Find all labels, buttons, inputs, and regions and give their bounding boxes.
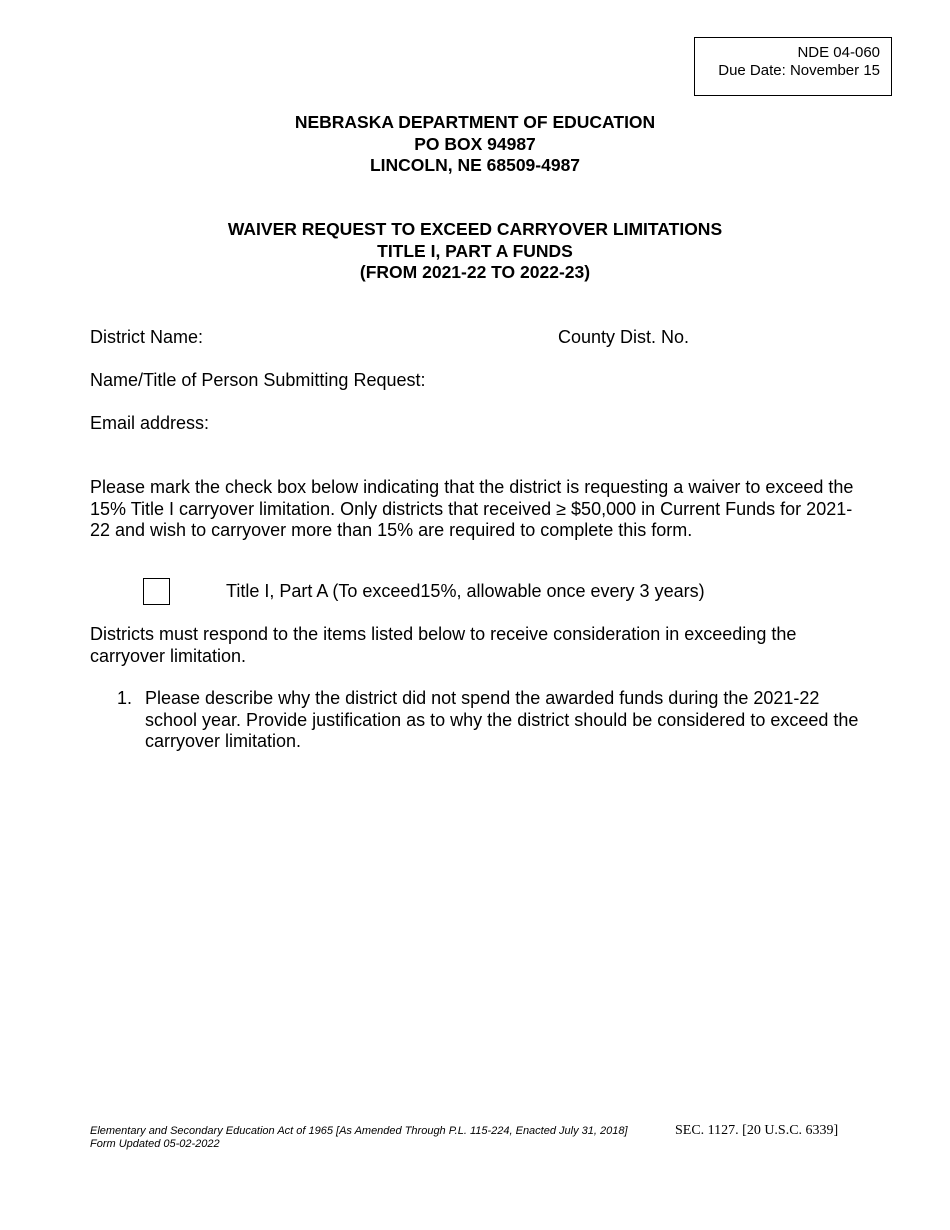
county-dist-no-label: County Dist. No. xyxy=(558,327,690,347)
title-line-2: TITLE I, PART A FUNDS xyxy=(377,240,573,261)
footer-section: SEC. 1127. [20 U.S.C. 6339] xyxy=(675,1123,839,1138)
instructions-paragraph: Please mark the check box below indicating that the district is requesting a waiver to exceed the 15% Title I carryover limitation. Only districts that received ≥ $50,000 in Current Funds for 2021-22 and wish to carryover more than 15% are required to complete this form. xyxy=(90,477,854,540)
email-label: Email address: xyxy=(90,413,210,433)
title-line-1: WAIVER REQUEST TO EXCEED CARRYOVER LIMITATIONS xyxy=(227,219,723,239)
footer-citation xyxy=(90,1125,628,1151)
form-title xyxy=(0,219,950,284)
title-i-part-a-label: Title I, Part A (To exceed15%, allowable once every 3 years) xyxy=(226,581,705,601)
agency-city: LINCOLN, NE 68509-4987 xyxy=(369,155,581,175)
footer-updated: Form Updated 05-02-2022 xyxy=(90,1138,220,1150)
agency-header xyxy=(0,112,950,177)
item-text: Please describe why the district did not spend the awarded funds during the 2021-22 school year. Provide justification as to why the district should be considered to exceed the carryover limitation. xyxy=(145,688,859,751)
due-date: Due Date: November 15 xyxy=(718,62,880,79)
item-number: 1. xyxy=(117,688,133,708)
agency-name: NEBRASKA DEPARTMENT OF EDUCATION xyxy=(294,112,656,132)
title-i-part-a-checkbox[interactable] xyxy=(143,578,170,605)
respond-paragraph: Districts must respond to the items listed below to receive consideration in exceeding the carryover limitation. xyxy=(90,624,797,666)
name-title-label: Name/Title of Person Submitting Request: xyxy=(90,370,426,390)
form-number-box xyxy=(694,37,892,96)
agency-po-box: PO BOX 94987 xyxy=(414,133,536,154)
title-line-3: (FROM 2021-22 TO 2022-23) xyxy=(359,262,591,282)
district-name-label: District Name: xyxy=(90,327,204,347)
form-number: NDE 04-060 xyxy=(797,44,880,61)
footer-act: Elementary and Secondary Education Act of 1965 [As Amended Through P.L. 115-224, Enacted July 31, 2018] xyxy=(90,1125,628,1137)
